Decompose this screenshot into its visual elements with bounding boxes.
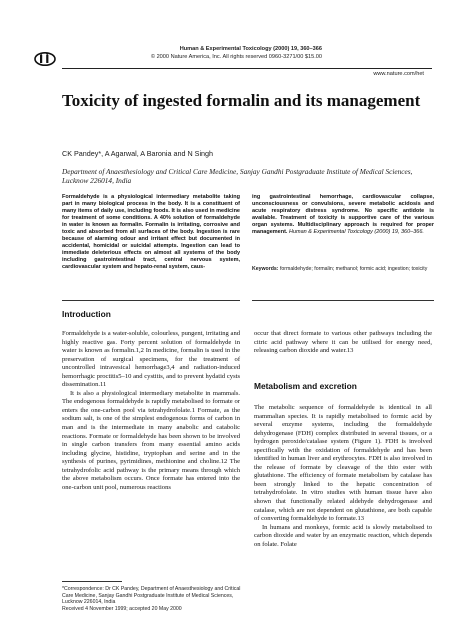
received-dates: Received 4 November 1999; accepted 20 May 2000 [62, 605, 182, 612]
metabolism-paragraph-1: The metabolic sequence of formaldehyde is identical in all mammalian species. It is rapidly metabolised to formic acid by several enzyme systems, including the formaldehyde dehydrogenase (FDH) complex distributed in several tissues, or a hydrogen peroxide/catalase system (Figure 1). FDH is involved specifically with the oxidation of formaldehyde and has been identified in human liver and erythrocytes. FDH is also involved in the release of formate by cleavage of the thio ester with glutathione. The efficiency of formate metabolism by catalase has been strongly linked to the hepatic concentration of tetrahydrofolate. In vitro studies with human tissue have also shown that functionally related aldehyde dehydrogenase and catalase, which are not dependent on glutathione, are both capable of converting formaldehyde to formate.13 [254, 404, 432, 523]
article-affiliation: Department of Anaesthesiology and Critical Care Medicine, Sanjay Gandhi Postgraduate Institute of Medical Sciences, Lucknow 226014, India [62, 167, 413, 186]
body-right-column-top [254, 330, 432, 356]
header-divider [62, 68, 432, 69]
body-left-column [62, 330, 240, 492]
abstract-left-column: Formaldehyde is a physiological intermediary metabolite taking part in many biological process in the body. It is a constituent of many items of daily use, including foods. It is also used in medicine for treatment of some conditions. A 40% solution of formaldehyde in water is known as formalin. Formalin is irritating, corrosive and toxic and absorbed from all surfaces of the body. Ingestion is rare because of alarming odour and irritant effect but documented in accidental, homicidal or suicidal attempts. Ingestion can lead to immediate deleterious effects on almost all systems of the body including gastrointestinal tract, central nervous system, cardiovascular system and hepato-renal system, caus- [62, 194, 240, 271]
article-title: Toxicity of ingested formalin and its management [62, 91, 421, 110]
body-right-column [254, 404, 432, 549]
intro-paragraph-2: It is also a physiological intermediary metabolite in mammals. The endogenous formaldehyde is rapidly metabolised to formate or enters the one-carbon pool via tetrahydrofolate.1 Formate, as the sodium salt, is one of the simplest endogenous forms of carbon in man and is the intermediate in many anabolic and catabolic reactions. Formate or formaldehyde has been shown to be involved in single carbon transfers from many essential amino acids including glycine, histidine, tryptophan and serine and in the synthesis of purines, pyrimidines, methionine and choline.12 The tetrahydrofolic acid pathway is the primary means through which the above metabolism occurs. Once formate has entered into the one-carbon unit pool, numerous reactions [62, 389, 240, 491]
article-authors: CK Pandey*, A Agarwal, A Baronia and N Singh [62, 149, 214, 158]
journal-name: Human & Experimental Toxicology (2000) 19, 360–366 [179, 46, 322, 52]
footnote [62, 586, 244, 612]
keywords-label: Keywords: [252, 266, 279, 272]
keywords-list: formaldehyde; formalin; methanol; formic acid; ingestion; toxicity [279, 266, 428, 272]
abstract-right-text: ing gastrointestinal hemorrhage, cardiovascular collapse, unconsciousness or convulsions, severe metabolic acidosis and acute respiratory distress syndrome. No specific antidote is available. Treatment of toxicity is supportive care of the various organ systems. Multidisciplinary approach is required for proper management. [252, 194, 434, 236]
footnote-divider [62, 581, 122, 582]
abstract-divider-left [62, 300, 240, 301]
metabolism-paragraph-2: In humans and monkeys, formic acid is slowly metabolised to carbon dioxide and water by an enzymatic reaction, which depends on folate. Folate [254, 523, 432, 548]
abstract-right-column [252, 194, 434, 236]
keywords [252, 266, 434, 273]
correspondence-note: *Correspondence: Dr CK Pandey, Department of Anaesthesiology and Critical Care Medicine, Sanjay Gandhi Postgraduate Institute of Medical Sciences, Lucknow 226014, India [62, 586, 241, 606]
intro-continuation: occur that direct formate to various other pathways including the citric acid pathway where it can be utilised for energy need, releasing carbon dioxide and water.13 [254, 330, 432, 355]
journal-info [102, 46, 322, 61]
metabolism-heading: Metabolism and excretion [254, 381, 357, 391]
publisher-line: © 2000 Nature America, Inc. All rights reserved 0960-3271/00 $15.00 [150, 53, 322, 60]
publisher-logo-icon [34, 52, 56, 66]
introduction-heading: Introduction [62, 309, 111, 319]
abstract-citation: Human & Experimental Toxicology (2000) 19, 360–366. [289, 229, 424, 236]
intro-paragraph-1: Formaldehyde is a water-soluble, colourless, pungent, irritating and highly reactive gas. Forty percent solution of formaldehyde in water is known as formalin.1,2 In medicine, formalin is used in the preservation of surgical specimens, for the treatment of uncontrolled intravesical hemorrhage3,4 and radiation-induced hemorrhagic proctitis5–10 and cystitis, and to prevent hydatid cysts dissemination.11 [62, 330, 240, 389]
abstract-divider-right [252, 300, 434, 301]
journal-url[interactable]: www.nature.com/het [373, 71, 424, 77]
